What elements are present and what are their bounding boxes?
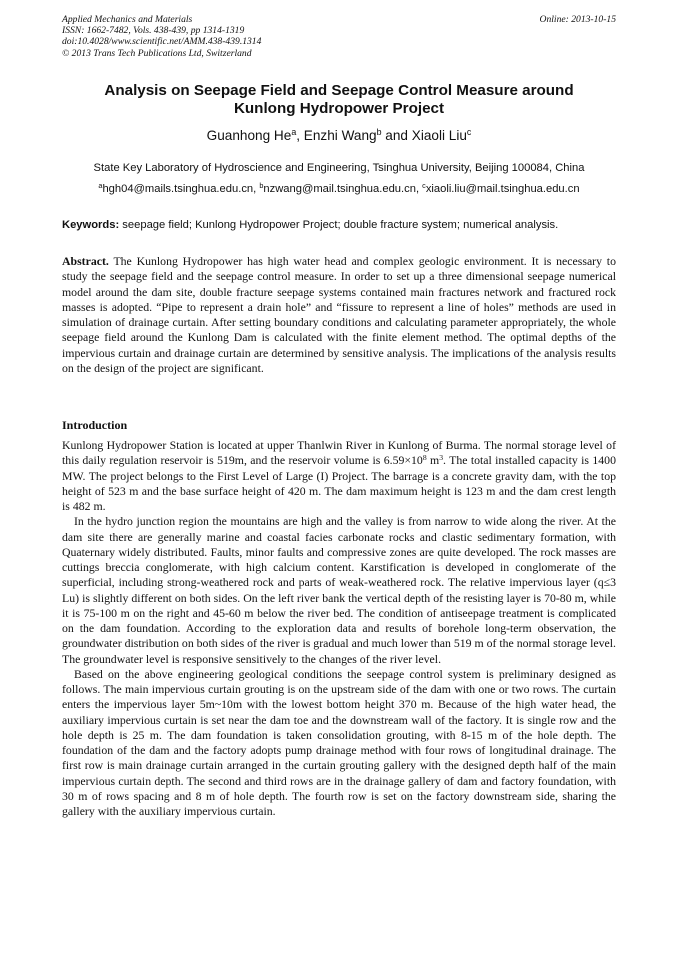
exponent: 8: [422, 453, 427, 463]
paragraph-text: . The total installed capacity is 1400 MW. The project belongs to the First Level of Large (I) Project. The barrage is a concrete gravity dam, with the top height of 523 m and the base surface height of 420 m. The dam maximum height is 123 m and the dam crest length is 482 m.: [62, 453, 616, 513]
author-affil-marker: a: [291, 127, 297, 138]
paper-title: [62, 82, 616, 118]
email-separator: ,: [415, 183, 423, 195]
author-name: Guanhong He: [206, 128, 292, 143]
title-line-1: Analysis on Seepage Field and Seepage Control Measure around: [104, 82, 574, 99]
paragraph-text: m: [426, 453, 440, 468]
journal-name: Applied Mechanics and Materials: [62, 14, 193, 25]
author-separator: and: [381, 128, 412, 143]
email-list: [62, 183, 616, 196]
intro-paragraph-2: In the hydro junction region the mountains are high and the valley is from narrow to wide along the river. At the dam site there are generally marine and coastal facies carbonate rocks and clastic sedimentary formation, with Quaternary widely distributed. Faults, minor faults and compressive zones are quite developed. The rock masses are cuttings breccia conglomerate, with high calcium content. Karstification is developed in conglomerate of the superficial, including strong-weathered rock and parts of weak-weathered rock. The relative impervious layer (q≤3 Lu) is slightly different on both sides. On the left river bank the vertical depth of the resisting layer is 70-80 m, while it is 75-100 m on the right and 45-60 m below the river bed. The condition of antiseepage treatment is complicated on the dam foundation. According to the exploration data and results of borehole long-term observation, the groundwater distribution on both sides of the river is gradual and much lower than 519 m of the normal storage level. The groundwater level is responsive sensitively to the changes of the river level.: [62, 514, 616, 666]
email-address: nzwang@mail.tsinghua.edu.cn: [263, 183, 416, 195]
email-address: xiaoli.liu@mail.tsinghua.edu.cn: [425, 183, 580, 195]
email-marker: a: [98, 181, 103, 190]
author-affil-marker: b: [376, 127, 382, 138]
abstract-label: Abstract.: [62, 254, 109, 268]
keywords-text: seepage field; Kunlong Hydropower Project; double fracture system; numerical analysis.: [119, 219, 559, 231]
paragraph-text: Kunlong Hydropower Station is located at upper Thanlwin River in Kunlong of Burma. The normal storage level of this daily regulation reservoir is 519m, and the reservoir volume is 6.59×10: [62, 438, 616, 468]
section-heading-introduction: Introduction: [62, 418, 128, 432]
title-line-2: Kunlong Hydropower Project: [233, 100, 445, 117]
email-address: hgh04@mails.tsinghua.edu.cn: [102, 183, 254, 195]
online-date: Online: 2013-10-15: [539, 14, 616, 25]
doi-line: doi:10.4028/www.scientific.net/AMM.438-439.1314: [62, 36, 262, 48]
author-separator: ,: [296, 128, 304, 143]
author-name: Enzhi Wang: [303, 128, 377, 143]
email-separator: ,: [253, 183, 260, 195]
author-affil-marker: c: [466, 127, 472, 138]
keywords: [62, 219, 616, 232]
email-marker: b: [259, 181, 264, 190]
intro-paragraph-3: Based on the above engineering geological conditions the seepage control system is preliminary designed as follows. The main impervious curtain grouting is on the upstream side of the dam with one or two rows. The curtain enters the impervious layer 5m~10m with the lowest bottom height 370 m. Because of the high water head, the auxiliary impervious curtain is set near the dam toe and the downstream wall of the factory. It is single row and the hole depth is 25 m. The dam foundation is taken consolidation grouting, with 8-15 m of the hole depth. The foundation of the dam and the factory adopts pump drainage method with four rows of longitudinal drainage. The first row is main drainage curtain arranged in the curtain grouting gallery with the designed depth half of the main impervious curtain depth. The second and third rows are in the drainage gallery of dam and factory foundation, with 30 m of rows spacing and 8 m of hole depth. The fourth row is set on the factory downstream side, sharing the gallery with the auxiliary impervious curtain.: [62, 666, 616, 818]
abstract: [62, 254, 616, 376]
email-marker: c: [422, 181, 426, 190]
affiliation: State Key Laboratory of Hydroscience and Engineering, Tsinghua University, Beijing 100084, China: [93, 162, 585, 174]
journal-header: [62, 14, 616, 59]
introduction-body: [62, 438, 616, 819]
keywords-label: Keywords:: [62, 219, 120, 231]
abstract-text: The Kunlong Hydropower has high water head and complex geologic environment. It is necessary to study the seepage field and the seepage control measure. In order to set up a three dimensional seepage numerical model around the dam site, double fracture seepage systems contained main fractures network and fractured rock masses is adopted. “Pipe to represent a drain hole” and “fissure to represent a line of holes” methods are used in simulation of drainage curtain. After setting boundary conditions and calculating parameter appropriately, the whole seepage field around the Kunlong Dam is calculated with the finite element method. The optimal depths of the impervious curtain and drainage curtain are determined by sensitive analysis. The implications of the analysis results on the design of the project are significant.: [62, 254, 616, 375]
author-name: Xiaoli Liu: [411, 128, 467, 143]
author-list: [62, 128, 616, 144]
exponent: 3: [439, 453, 444, 463]
copyright-line: © 2013 Trans Tech Publications Ltd, Switzerland: [62, 47, 252, 59]
intro-paragraph-1: [62, 438, 616, 514]
issn-line: ISSN: 1662-7482, Vols. 438-439, pp 1314-1319: [62, 25, 245, 37]
